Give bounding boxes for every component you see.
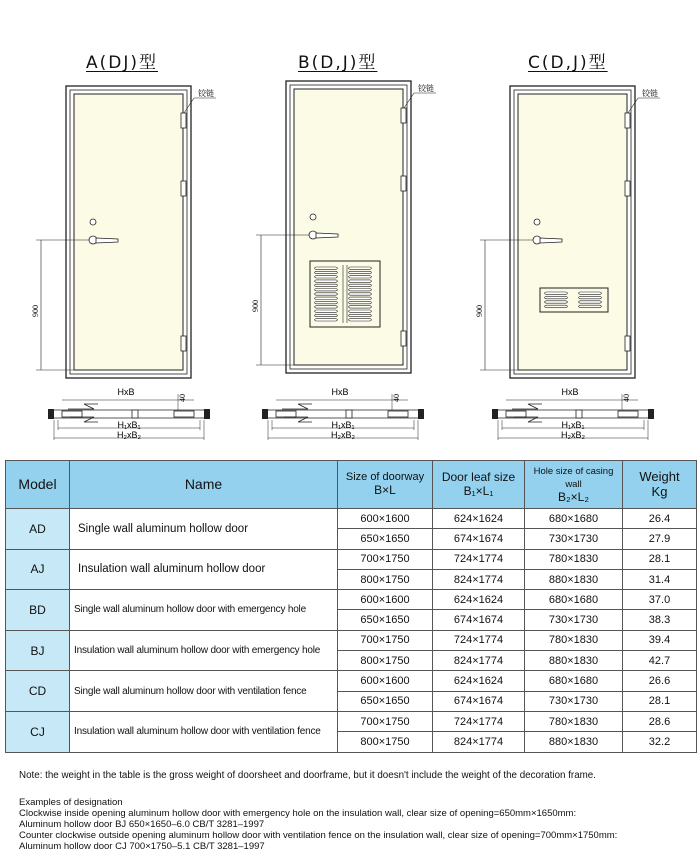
model-cell: AD bbox=[6, 509, 70, 550]
hole-cell: 880×1830 bbox=[525, 569, 623, 589]
louver-slat bbox=[315, 306, 338, 308]
name-cell: Insulation wall aluminum hollow door bbox=[70, 549, 338, 590]
example-line-1: Clockwise inside opening aluminum hollow door with emergency hole on the insulation wall, clear size of opening=650mm×1650mm: bbox=[19, 808, 577, 819]
doorway-cell: 600×1600 bbox=[338, 671, 433, 691]
depth-dimension-label: 40 bbox=[622, 394, 631, 402]
leaf-cell: 724×1774 bbox=[433, 711, 525, 731]
leaf-cell: 674×1674 bbox=[433, 529, 525, 549]
louver-slat bbox=[349, 271, 372, 273]
leaf-cell: 624×1624 bbox=[433, 590, 525, 610]
leaf-cell: 824×1774 bbox=[433, 569, 525, 589]
header-leaf-line2: B₁×L₁ bbox=[463, 483, 494, 498]
louver-slat bbox=[349, 280, 372, 282]
header-hole-line1: Hole size of casing wall bbox=[533, 465, 614, 490]
header-weight bbox=[623, 461, 697, 509]
doorway-cell: 650×1650 bbox=[338, 691, 433, 711]
leaf-cell: 724×1774 bbox=[433, 549, 525, 569]
hole-cell: 880×1830 bbox=[525, 651, 623, 671]
weight-cell: 38.3 bbox=[623, 610, 697, 630]
model-cell: BJ bbox=[6, 630, 70, 671]
doorway-cell: 800×1750 bbox=[338, 651, 433, 671]
weight-cell: 31.4 bbox=[623, 569, 697, 589]
louver-slat bbox=[315, 297, 338, 299]
louver-slat bbox=[579, 296, 602, 298]
louver-slat bbox=[349, 297, 372, 299]
hole-dimension-label: H₂xB₂ bbox=[331, 430, 355, 440]
door-c-title: C(D,J)型 bbox=[528, 53, 608, 73]
example-line-4: Aluminum hollow door CJ 700×1750–5.1 CB/T 3281–1997 bbox=[19, 841, 265, 852]
header-name: Name bbox=[70, 461, 338, 509]
leaf-cell: 624×1624 bbox=[433, 671, 525, 691]
hole-cell: 780×1830 bbox=[525, 711, 623, 731]
hole-cell: 730×1730 bbox=[525, 610, 623, 630]
hole-cell: 780×1830 bbox=[525, 630, 623, 650]
weight-cell: 42.7 bbox=[623, 651, 697, 671]
leaf-cell: 674×1674 bbox=[433, 610, 525, 630]
doorway-cell: 600×1600 bbox=[338, 590, 433, 610]
louver-slat bbox=[349, 267, 372, 269]
leaf-cell: 724×1774 bbox=[433, 630, 525, 650]
header-leaf bbox=[433, 461, 525, 509]
depth-dimension-label: 40 bbox=[178, 394, 187, 402]
louver-slat bbox=[315, 289, 338, 291]
designation-examples bbox=[19, 797, 617, 852]
header-doorway bbox=[338, 461, 433, 509]
louver-slat bbox=[349, 284, 372, 286]
hole-cell: 680×1680 bbox=[525, 590, 623, 610]
height-dimension-label: 900 bbox=[31, 305, 40, 317]
header-weight-line1: Weight bbox=[639, 468, 680, 484]
leaf-cell: 824×1774 bbox=[433, 651, 525, 671]
weight-cell: 28.6 bbox=[623, 711, 697, 731]
louver-slat bbox=[579, 292, 602, 294]
header-hole bbox=[525, 461, 623, 509]
louver-slat bbox=[349, 301, 372, 303]
leaf-dimension-label: H₁xB₁ bbox=[561, 420, 585, 430]
doorway-cell: 700×1750 bbox=[338, 630, 433, 650]
model-cell: AJ bbox=[6, 549, 70, 590]
weight-cell: 28.1 bbox=[623, 691, 697, 711]
doorway-cell: 600×1600 bbox=[338, 509, 433, 529]
width-dimension-label: HxB bbox=[331, 387, 349, 397]
leaf-dimension-label: H₁xB₁ bbox=[117, 420, 141, 430]
table-row bbox=[6, 630, 697, 650]
example-line-2: Aluminum hollow door BJ 650×1650–6.0 CB/T 3281–1997 bbox=[19, 819, 265, 830]
doorway-cell: 700×1750 bbox=[338, 549, 433, 569]
louver-slat bbox=[349, 319, 372, 321]
louver-slat bbox=[349, 310, 372, 312]
name-cell: Insulation wall aluminum hollow door with emergency hole bbox=[70, 630, 338, 671]
table-row bbox=[6, 711, 697, 731]
louver-slat bbox=[315, 293, 338, 295]
weight-note: Note: the weight in the table is the gross weight of doorsheet and doorframe, but it doesn't include the weight of the decoration frame. bbox=[19, 770, 596, 781]
louver-slat bbox=[349, 276, 372, 278]
model-cell: BD bbox=[6, 590, 70, 631]
louver-slat bbox=[315, 267, 338, 269]
doorway-cell: 650×1650 bbox=[338, 529, 433, 549]
table-row bbox=[6, 549, 697, 569]
name-cell: Insulation wall aluminum hollow door with ventilation fence bbox=[70, 711, 338, 752]
header-weight-line2: Kg bbox=[651, 483, 668, 499]
hole-cell: 680×1680 bbox=[525, 509, 623, 529]
hole-cell: 780×1830 bbox=[525, 549, 623, 569]
louver-slat bbox=[545, 305, 568, 307]
weight-cell: 39.4 bbox=[623, 630, 697, 650]
model-cell: CD bbox=[6, 671, 70, 712]
header-hole-line2: B₂×L₂ bbox=[557, 489, 589, 504]
leaf-cell: 624×1624 bbox=[433, 509, 525, 529]
width-dimension-label: HxB bbox=[117, 387, 135, 397]
doorway-cell: 800×1750 bbox=[338, 732, 433, 752]
louver-slat bbox=[579, 301, 602, 303]
louver-slat bbox=[315, 319, 338, 321]
depth-dimension-label: 40 bbox=[392, 394, 401, 402]
table-row bbox=[6, 590, 697, 610]
hole-dimension-label: H₂xB₂ bbox=[117, 430, 141, 440]
hole-dimension-label: H₂xB₂ bbox=[561, 430, 585, 440]
table-row bbox=[6, 671, 697, 691]
hole-cell: 730×1730 bbox=[525, 691, 623, 711]
weight-cell: 26.4 bbox=[623, 509, 697, 529]
louver-slat bbox=[545, 292, 568, 294]
louver-slat bbox=[315, 271, 338, 273]
louver-slat bbox=[315, 276, 338, 278]
louver-slat bbox=[315, 301, 338, 303]
louver-slat bbox=[315, 284, 338, 286]
leaf-cell: 674×1674 bbox=[433, 691, 525, 711]
louver-slat bbox=[545, 296, 568, 298]
louver-slat bbox=[545, 301, 568, 303]
hole-cell: 880×1830 bbox=[525, 732, 623, 752]
weight-cell: 28.1 bbox=[623, 549, 697, 569]
hinge-note-label: 铰链 bbox=[642, 89, 658, 98]
spec-table bbox=[5, 460, 697, 753]
name-cell: Single wall aluminum hollow door bbox=[70, 509, 338, 550]
name-cell: Single wall aluminum hollow door with emergency hole bbox=[70, 590, 338, 631]
model-cell: CJ bbox=[6, 711, 70, 752]
door-a-elevation bbox=[36, 86, 216, 378]
weight-cell: 37.0 bbox=[623, 590, 697, 610]
header-doorway-line2: B×L bbox=[374, 483, 396, 497]
weight-cell: 32.2 bbox=[623, 732, 697, 752]
louver-slat bbox=[315, 314, 338, 316]
hinge-note-label: 铰链 bbox=[198, 89, 214, 98]
spec-table-header bbox=[6, 461, 697, 509]
name-cell: Single wall aluminum hollow door with ventilation fence bbox=[70, 671, 338, 712]
weight-cell: 27.9 bbox=[623, 529, 697, 549]
hinge-note-label: 铰链 bbox=[418, 84, 434, 93]
hole-cell: 680×1680 bbox=[525, 671, 623, 691]
width-dimension-label: HxB bbox=[561, 387, 579, 397]
height-dimension-label: 900 bbox=[475, 305, 484, 317]
weight-cell: 26.6 bbox=[623, 671, 697, 691]
doorway-cell: 650×1650 bbox=[338, 610, 433, 630]
doorway-cell: 700×1750 bbox=[338, 711, 433, 731]
louver-slat bbox=[579, 305, 602, 307]
door-c-elevation bbox=[480, 86, 660, 378]
louver-slat bbox=[349, 314, 372, 316]
louver-slat bbox=[349, 293, 372, 295]
header-model: Model bbox=[6, 461, 70, 509]
hole-cell: 730×1730 bbox=[525, 529, 623, 549]
header-leaf-line1: Door leaf size bbox=[441, 469, 516, 484]
louver-slat bbox=[315, 280, 338, 282]
example-line-3: Counter clockwise outside opening aluminum hollow door with ventilation fence on the insulation wall, clear size of opening=700mm×1750mm: bbox=[19, 830, 618, 841]
louver-slat bbox=[349, 289, 372, 291]
leaf-dimension-label: H₁xB₁ bbox=[331, 420, 355, 430]
door-b-elevation bbox=[256, 81, 436, 373]
height-dimension-label: 900 bbox=[251, 300, 260, 312]
examples-heading: Examples of designation bbox=[19, 797, 123, 808]
door-b-title: B(D,J)型 bbox=[298, 53, 378, 73]
table-row bbox=[6, 509, 697, 529]
leaf-cell: 824×1774 bbox=[433, 732, 525, 752]
louver-slat bbox=[349, 306, 372, 308]
louver-slat bbox=[315, 310, 338, 312]
header-doorway-line1: Size of doorway bbox=[345, 471, 425, 483]
door-a-title: A(DJ)型 bbox=[86, 53, 158, 73]
doorway-cell: 800×1750 bbox=[338, 569, 433, 589]
